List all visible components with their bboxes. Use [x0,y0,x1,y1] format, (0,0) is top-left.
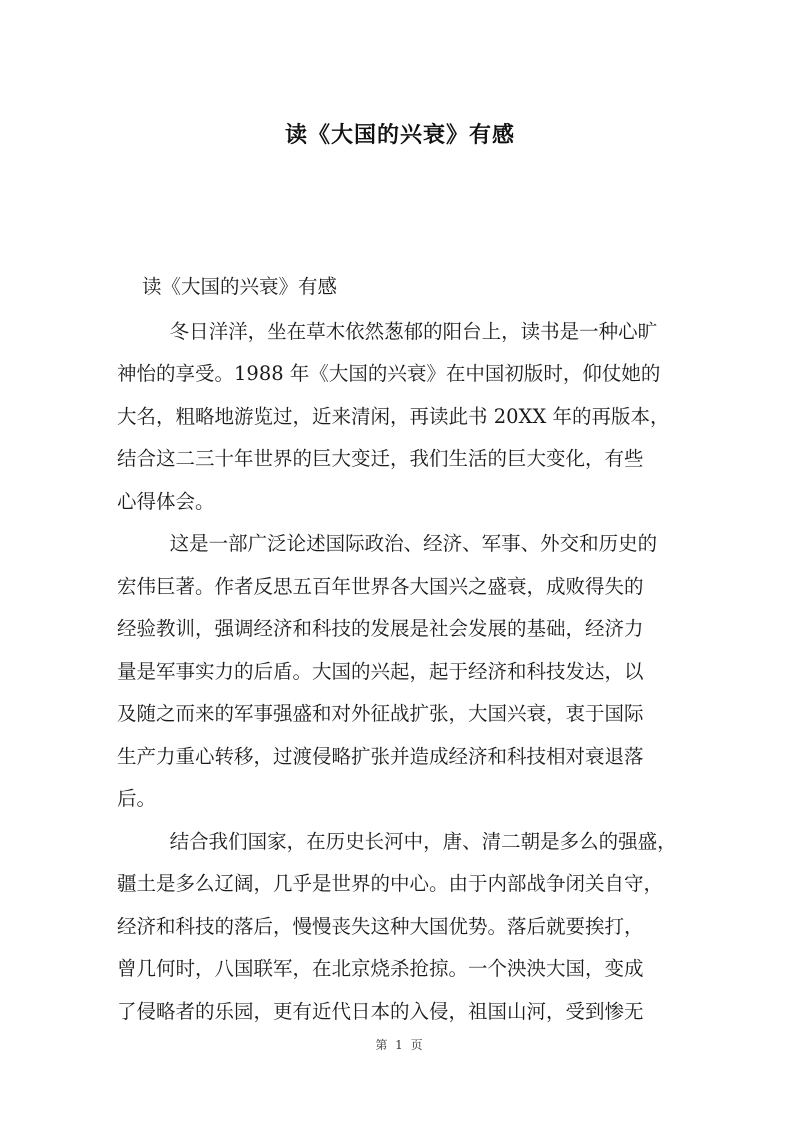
paragraph-line: 了侵略者的乐园，更有近代日本的入侵，祖国山河，受到惨无 [117,999,644,1023]
paragraph-line: 生产力重心转移，过渡侵略扩张并造成经济和科技相对衰退落 [117,744,644,768]
paragraph-line: 结合这二三十年世界的巨大变迁，我们生活的巨大变化，有些 [117,447,644,470]
paragraph-3 [117,821,687,1034]
paragraph-line: 神怡的享受。1988 年《大国的兴衰》在中国初版时，仰仗她的 [117,362,661,385]
document-title: 读《大国的兴衰》有感 [284,123,515,148]
paragraph-1 [117,311,687,524]
paragraph-line: 量是军事实力的后盾。大国的兴起，起于经济和科技发达，以 [117,659,644,683]
paragraph-line: 心得体会。 [117,489,215,513]
paragraph-line: 经济和科技的落后，慢慢丧失这种大国优势。落后就要挨打， [117,914,644,938]
paragraph-2 [117,523,687,821]
document-body [117,266,687,1033]
page-number: 第 1 页 [375,1038,425,1052]
paragraph-line: 这是一部广泛论述国际政治、经济、军事、外交和历史的 [169,532,658,555]
paragraph-line: 曾几何时，八国联军，在北京烧杀抢掠。一个泱泱大国，变成 [117,957,644,980]
sub-heading: 读《大国的兴衰》有感 [142,275,338,298]
paragraph-line: 结合我们国家，在历史长河中，唐、清二朝是多么的强盛， [169,829,677,853]
paragraph-line: 大名，粗略地游览过，近来清闲，再读此书 20XX 年的再版本， [117,404,670,428]
paragraph-line: 及随之而来的军事强盛和对外征战扩张，大国兴衰，衷于国际 [117,702,644,725]
paragraph-line: 宏伟巨著。作者反思五百年世界各大国兴之盛衰，成败得失的 [117,574,644,598]
paragraph-line: 疆土是多么辽阔，几乎是世界的中心。由于内部战争闭关自守， [117,872,664,895]
paragraph-line: 后。 [117,787,157,810]
paragraph-line: 冬日洋洋，坐在草木依然葱郁的阳台上，读书是一种心旷 [169,319,658,343]
paragraph-line: 经验教训，强调经济和科技的发展是社会发展的基础，经济力 [117,617,644,640]
